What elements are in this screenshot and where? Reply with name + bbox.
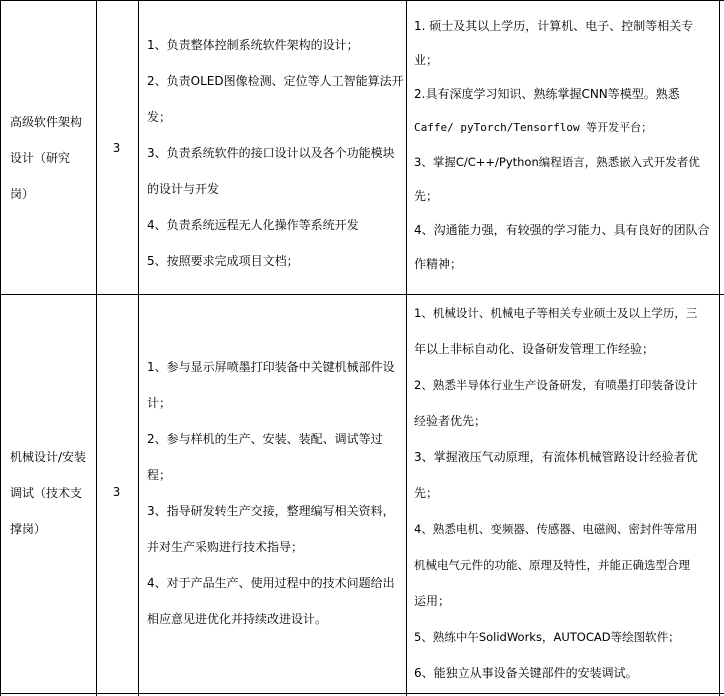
- duty-line: 5、按照要求完成项目文档；: [147, 254, 299, 268]
- requirement-line: 3、掌握C/C++/Python编程语言，熟悉嵌入式开发者优: [414, 155, 700, 169]
- requirement-line: 机械电气元件的功能、原理及特性，并能正确选型合理: [414, 558, 690, 572]
- position-cell: [10, 439, 94, 547]
- requirement-line: 年以上非标自动化、设备研发管理工作经验；: [414, 342, 655, 356]
- requirement-line: 作精神；: [414, 257, 463, 271]
- table-border-left: [0, 0, 1, 696]
- requirement-line: 2、熟悉半导体行业生产设备研发，有喷墨打印装备设计: [414, 378, 698, 392]
- duty-line: 2、负责OLED图像检测、定位等人工智能算法开: [147, 74, 404, 88]
- position-line: 高级软件架构: [10, 115, 83, 129]
- duty-line: 发；: [147, 110, 172, 124]
- row-divider: [0, 693, 724, 694]
- column-divider: [138, 0, 139, 696]
- position-line: 岗）: [10, 187, 35, 201]
- duties-cell: [147, 27, 403, 279]
- column-divider: [96, 0, 97, 696]
- requirement-line: 1. 硕士及其以上学历，计算机、电子、控制等相关专: [414, 19, 694, 33]
- duty-line: 4、对于产品生产、使用过程中的技术问题给出: [147, 576, 395, 590]
- position-line: 设计（研究: [10, 151, 71, 165]
- count-cell: [113, 141, 120, 155]
- position-line: 撑岗）: [10, 522, 47, 536]
- position-cell: [10, 104, 94, 212]
- requirement-line: 5、熟练中午SolidWorks，AUTOCAD等绘图软件；: [414, 630, 680, 644]
- requirement-line: 先；: [414, 189, 439, 203]
- requirement-line: 经验者优先；: [414, 414, 487, 428]
- requirement-line: 业；: [414, 53, 439, 67]
- duty-line: 并对生产采购进行技术指导；: [147, 540, 304, 554]
- duty-line: 相应意见进优化并持续改进设计。: [147, 612, 328, 626]
- requirement-line: 2.具有深度学习知识、熟练掌握CNN等模型。熟悉: [414, 87, 680, 101]
- headcount-value: 3: [113, 141, 121, 155]
- duty-line: 1、参与显示屏喷墨打印装备中关键机械部件设: [147, 360, 395, 374]
- requirement-line: Caffe/ pyTorch/Tensorflow 等开发平台；: [414, 121, 653, 134]
- column-divider: [406, 0, 407, 696]
- duty-line: 3、指导研发转生产交接，整理编写相关资料，: [147, 504, 395, 518]
- duty-line: 的设计与开发: [147, 182, 220, 196]
- duty-line: 2、参与样机的生产、安装、装配、调试等过: [147, 432, 383, 446]
- duty-line: 程；: [147, 468, 172, 482]
- position-line: 调试（技术支: [10, 486, 83, 500]
- headcount-value: 3: [113, 485, 121, 499]
- row-divider: [0, 0, 724, 1]
- requirement-line: 1、机械设计、机械电子等相关专业硕士及以上学历，三: [414, 306, 698, 320]
- duty-line: 3、负责系统软件的接口设计以及各个功能模块: [147, 146, 395, 160]
- duty-line: 4、负责系统远程无人化操作等系统开发: [147, 218, 359, 232]
- requirement-line: 6、能独立从事设备关键部件的安装调试。: [414, 666, 638, 680]
- duty-line: 计；: [147, 396, 172, 410]
- requirement-line: 3、掌握液压气动原理，有流体机械管路设计经验者优: [414, 450, 698, 464]
- duties-cell: [147, 349, 403, 637]
- table-border-right: [719, 0, 720, 696]
- requirement-line: 运用；: [414, 594, 451, 608]
- requirement-line: 先；: [414, 486, 439, 500]
- count-cell: [113, 485, 120, 499]
- position-line: 机械设计/安装: [10, 450, 87, 464]
- requirement-line: 4、熟悉电机、变频器、传感器、电磁阀、密封件等常用: [414, 522, 698, 536]
- requirements-cell: [414, 9, 716, 281]
- requirement-line: 4、沟通能力强，有较强的学习能力、具有良好的团队合: [414, 223, 710, 237]
- requirements-cell: [414, 295, 716, 691]
- duty-line: 1、负责整体控制系统软件架构的设计；: [147, 38, 359, 52]
